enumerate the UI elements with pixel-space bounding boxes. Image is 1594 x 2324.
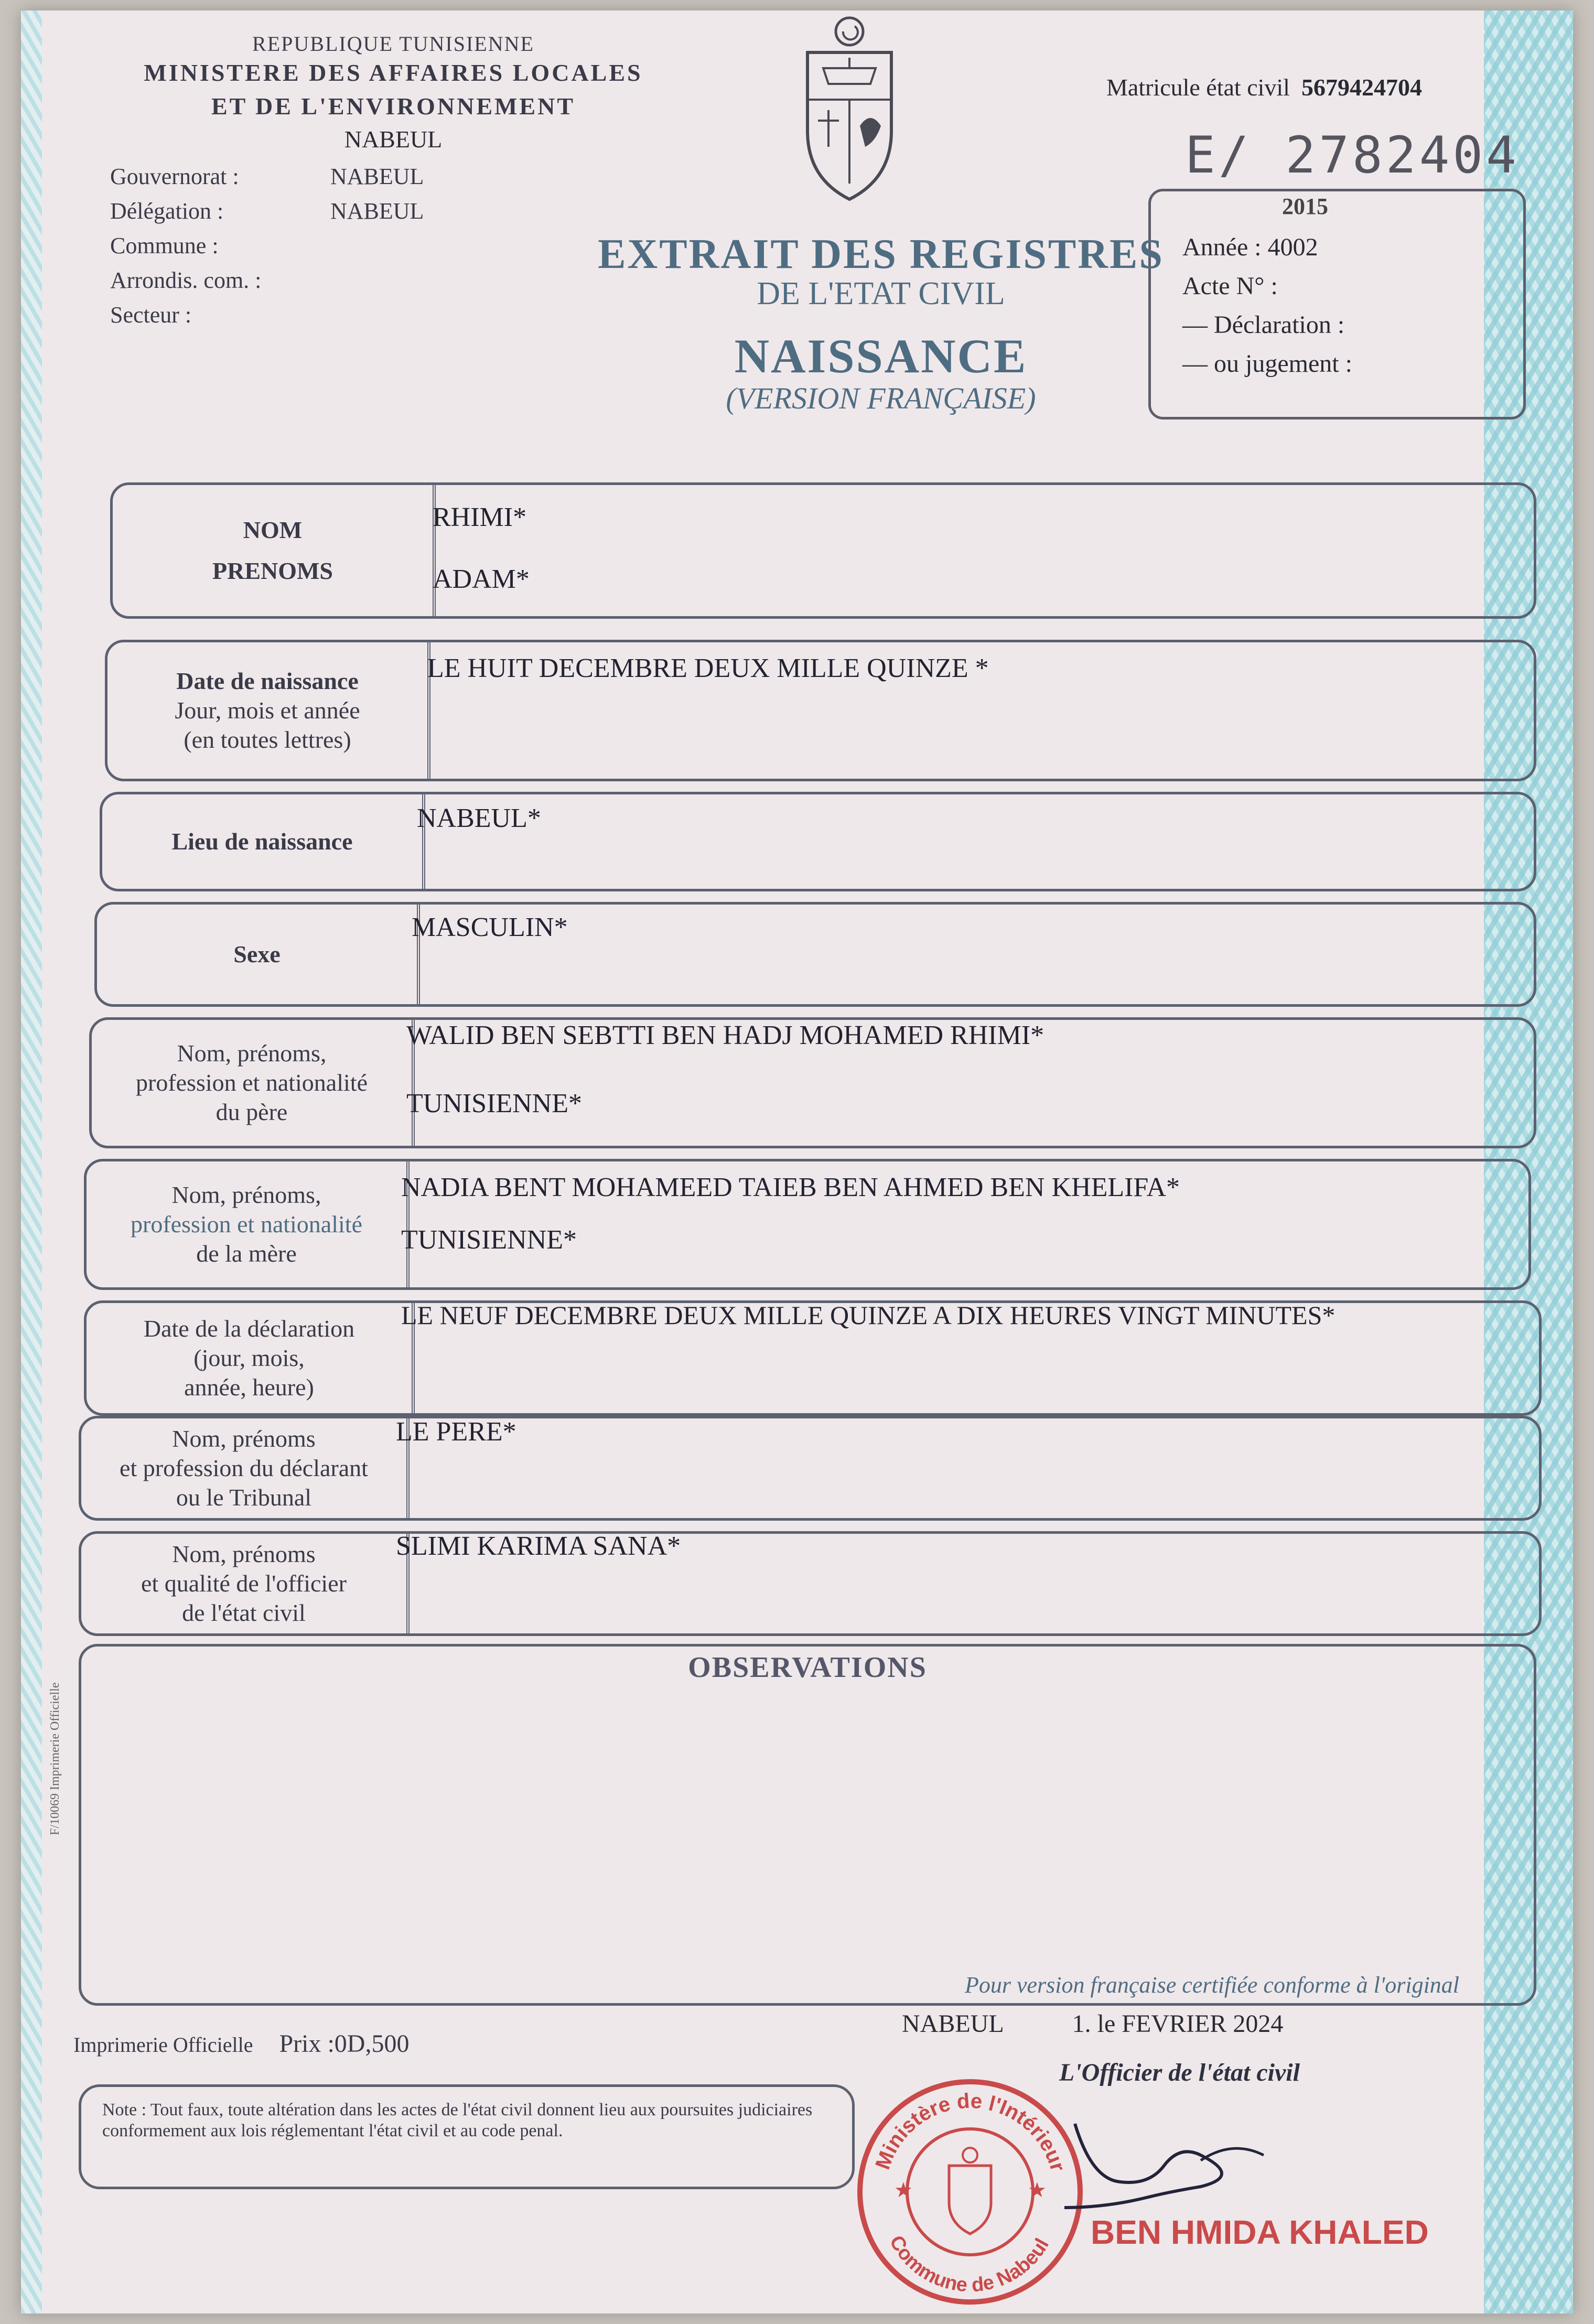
gouvernorat-label: Gouvernorat : (110, 164, 239, 189)
arrondissement-value (330, 263, 488, 298)
officier-label (81, 1534, 410, 1633)
field-officier (79, 1531, 1542, 1636)
annee-label: Année : 4002 (1182, 233, 1318, 261)
sexe-value: MASCULIN* (412, 912, 568, 942)
imprimerie-label: Imprimerie Officielle (73, 2033, 253, 2057)
stamp-top-text: Ministère de l'Intérieur (871, 2089, 1070, 2174)
stamp-bottom-text: Commune de Nabeul (885, 2232, 1053, 2297)
prenoms-value: ADAM* (433, 564, 530, 594)
pere-label-line3: du père (216, 1099, 288, 1125)
signature-icon (1043, 2103, 1316, 2218)
lieu-naissance-label (102, 794, 425, 889)
field-lieu-naissance (100, 792, 1536, 891)
serial-number: E/ 2782404 (1185, 126, 1520, 185)
pere-nationalite-value: TUNISIENNE* (406, 1089, 583, 1118)
declaration-label (87, 1303, 415, 1413)
title-version: (VERSION FRANÇAISE) (726, 381, 1036, 415)
field-nom-prenoms (110, 482, 1536, 619)
field-pere (89, 1017, 1536, 1148)
mere-nom-value: NADIA BENT MOHAMEED TAIEB BEN AHMED BEN KHELIFA* (401, 1172, 1180, 1202)
title-line2: DE L'ETAT CIVIL (757, 276, 1005, 311)
delegation-value: NABEUL (330, 198, 424, 224)
observations-label: OBSERVATIONS (688, 1651, 927, 1684)
sexe-label-text: Sexe (233, 941, 281, 967)
svg-text:Ministère de l'Intérieur (871, 2090, 1069, 2174)
sexe-label (97, 905, 420, 1004)
date-naissance-value: LE HUIT DECEMBRE DEUX MILLE QUINZE * (427, 653, 989, 683)
acte-label: Acte N° : (1182, 272, 1278, 300)
declarant-label-line1: Nom, prénoms (172, 1425, 316, 1452)
pere-nom-value: WALID BEN SEBTTI BEN HADJ MOHAMED RHIMI* (406, 1020, 1044, 1050)
document-title (545, 231, 1216, 416)
date-naissance-label-line1: Date de naissance (176, 668, 359, 694)
matricule (1106, 73, 1422, 101)
secteur-label: Secteur : (110, 302, 192, 328)
svg-text:★: ★ (1028, 2178, 1047, 2202)
officier-label-line1: Nom, prénoms (172, 1541, 316, 1567)
svg-text:★: ★ (894, 2178, 913, 2202)
mere-nationalite-value: TUNISIENNE* (401, 1225, 577, 1255)
officier-label-line3: de l'état civil (182, 1599, 306, 1626)
declaration-label-line2: (jour, mois, (193, 1344, 305, 1371)
field-declarant (79, 1416, 1542, 1521)
lieu-naissance-label-text: Lieu de naissance (171, 828, 353, 855)
imprimerie-line (73, 2029, 409, 2058)
secteur-value (330, 298, 488, 332)
field-declaration (84, 1300, 1542, 1416)
date-naissance-label (107, 642, 430, 779)
commune-value (330, 229, 488, 263)
observations-box (79, 1644, 1536, 2006)
pere-label-line2: profession et nationalité (136, 1069, 368, 1096)
officier-value: SLIMI KARIMA SANA* (396, 1531, 681, 1561)
mere-label (87, 1161, 410, 1287)
declarant-label (81, 1418, 410, 1518)
nom-prenoms-label (113, 485, 436, 616)
mere-label-line3: de la mère (196, 1240, 297, 1267)
officier-name: BEN HMIDA KHALED (1091, 2213, 1429, 2251)
pere-label (92, 1020, 415, 1146)
prix-label: Prix :0D,500 (279, 2030, 410, 2058)
nom-label: NOM (243, 517, 303, 543)
ministry-line2: ET DE L'ENVIRONNEMENT (211, 93, 576, 120)
pere-label-line1: Nom, prénoms, (177, 1040, 327, 1067)
commune-label: Commune : (110, 233, 219, 259)
place-date (902, 2009, 1283, 2038)
title-line1: EXTRAIT DES REGISTRES (598, 231, 1164, 277)
mere-label-line2: profession et nationalité (131, 1211, 362, 1238)
birth-certificate-sheet (21, 10, 1573, 2314)
coat-of-arms-icon (787, 10, 912, 210)
declaration-label-line1: Date de la déclaration (143, 1315, 355, 1342)
certification-text: Pour version française certifiée conforme à l'original (965, 1972, 1460, 1998)
field-date-naissance (105, 640, 1536, 781)
declaration-value: LE NEUF DECEMBRE DEUX MILLE QUINZE A DIX HEURES VINGT MINUTES* (401, 1300, 1335, 1330)
officier-label-line2: et qualité de l'officier (141, 1570, 347, 1597)
declaration-box-label: — Déclaration : (1182, 311, 1345, 339)
jugement-label: — ou jugement : (1182, 350, 1352, 378)
matricule-label: Matricule état civil (1106, 74, 1290, 101)
header-city: NABEUL (344, 126, 443, 153)
issue-date: 1. le FEVRIER 2024 (1072, 2010, 1284, 2038)
declarant-label-line3: ou le Tribunal (176, 1484, 312, 1511)
ministry-line1: MINISTERE DES AFFAIRES LOCALES (144, 59, 643, 86)
field-mere (84, 1159, 1531, 1290)
admin-info (110, 159, 488, 332)
prenoms-label: PRENOMS (212, 557, 333, 584)
legal-note: Note : Tout faux, toute altération dans les actes de l'état civil donnent lieu aux poursuites judiciaires conformement aux lois réglementant l'état civil et au code penal. (79, 2084, 855, 2189)
left-border-pattern (21, 10, 42, 2314)
field-sexe (94, 902, 1536, 1007)
title-naissance: NAISSANCE (734, 329, 1028, 383)
gouvernorat-value: NABEUL (330, 164, 424, 189)
arrondissement-label: Arrondis. com. : (110, 267, 262, 293)
lieu-naissance-value: NABEUL* (417, 803, 541, 833)
declaration-label-line3: année, heure) (184, 1374, 314, 1401)
officier-title: L'Officier de l'état civil (1059, 2059, 1300, 2086)
nom-value: RHIMI* (433, 502, 527, 532)
date-naissance-label-line2: Jour, mois et année (175, 697, 360, 724)
declarant-value: LE PERE* (396, 1417, 516, 1447)
side-print-code: F/10069 Imprimerie Officielle (48, 1682, 62, 1835)
mere-label-line1: Nom, prénoms, (171, 1181, 321, 1208)
republic-label: REPUBLIQUE TUNISIENNE (252, 32, 534, 56)
handwritten-year: 2015 (1282, 193, 1328, 219)
issue-place: NABEUL (902, 2010, 1004, 2038)
matricule-value: 5679424704 (1301, 74, 1422, 101)
declarant-label-line2: et profession du déclarant (120, 1455, 368, 1481)
date-naissance-label-line3: (en toutes lettres) (184, 726, 351, 753)
delegation-label: Délégation : (110, 198, 224, 224)
ministry-header (115, 31, 671, 153)
